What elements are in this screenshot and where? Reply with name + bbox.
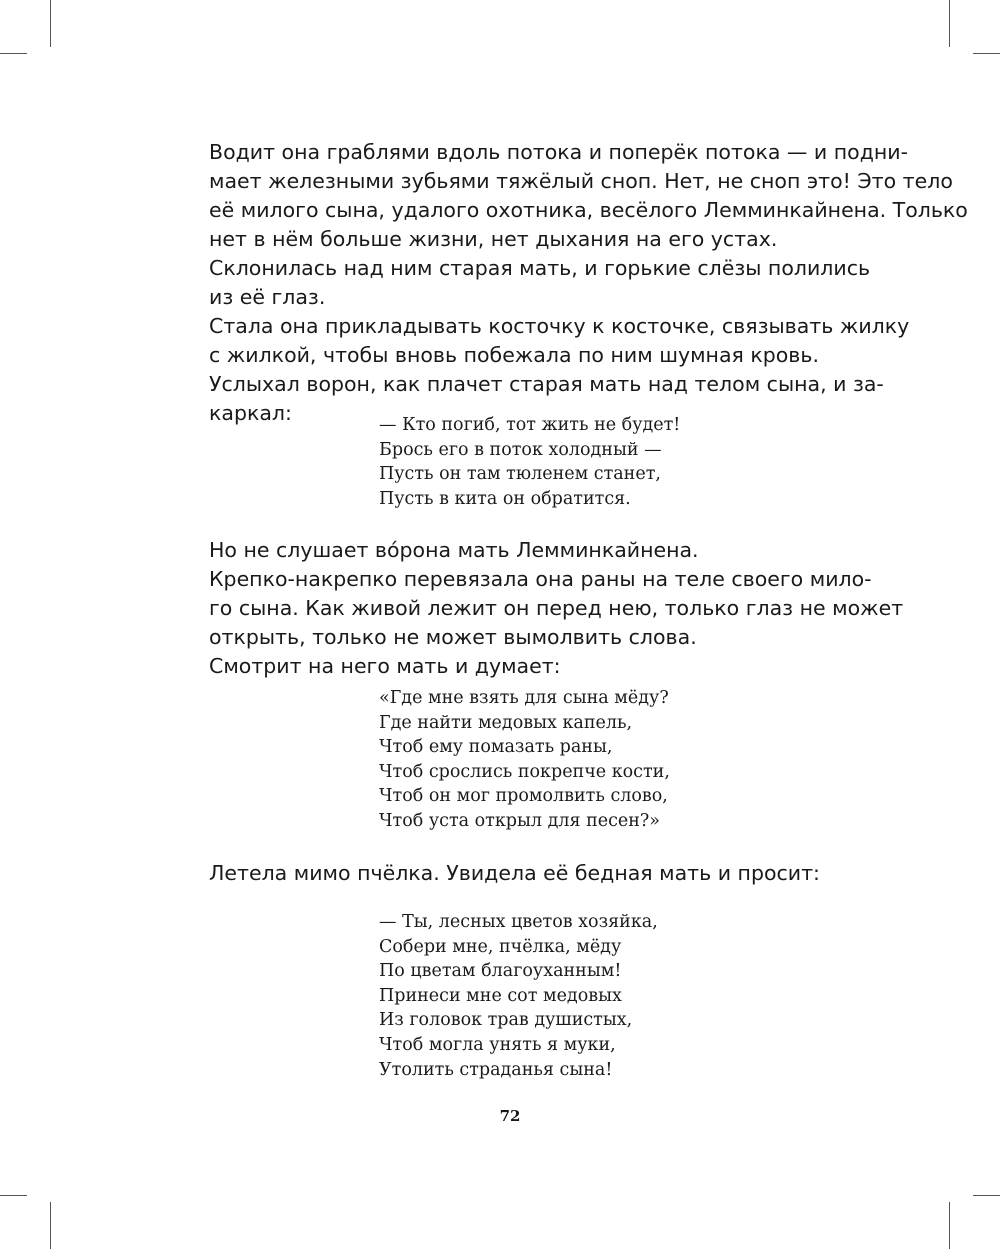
- verse-block-3: [379, 910, 658, 1082]
- text-line: Смотрит на него мать и думает:: [209, 654, 561, 678]
- text-line: Летела мимо пчёлка. Увидела её бедная мать и просит:: [209, 861, 820, 885]
- paragraph: [209, 254, 871, 312]
- text-line: с жилкой, чтобы вновь побежала по ним шумная кровь.: [209, 343, 819, 367]
- paragraph: [209, 565, 904, 652]
- text-line: Склонилась над ним старая мать, и горькие слёзы полились: [209, 256, 871, 280]
- verse-line: Чтоб уста открыл для песен?»: [379, 810, 661, 831]
- verse-block-2: [379, 686, 670, 834]
- text-line: каркал:: [209, 401, 292, 425]
- verse-line: Чтоб он мог промолвить слово,: [379, 786, 668, 807]
- verse-line: — Кто погиб, тот жить не будет!: [379, 415, 681, 435]
- text-line: Но не слушает во́рона мать Лемминкайнена.: [209, 538, 699, 562]
- verse-line: Пусть он там тюленем станет,: [379, 464, 661, 485]
- text-line: Крепко-накрепко перевязала она раны на теле своего мило-: [209, 567, 872, 591]
- paragraph: [209, 859, 845, 888]
- paragraph: [209, 138, 968, 254]
- text-line: мает железными зубьями тяжёлый сноп. Нет, не сноп это! Это тело: [209, 169, 953, 193]
- verse-line: Собери мне, пчёлка, мёду: [379, 936, 622, 957]
- verse-line: Где найти медовых капель,: [379, 712, 633, 733]
- verse-line: Пусть в кита он обратится.: [379, 488, 631, 509]
- text-line: Водит она граблями вдоль потока и поперёк потока — и подни-: [209, 140, 909, 164]
- verse-line: Чтоб срослись покрепче кости,: [379, 761, 670, 782]
- crop-mark-bottom-right: [949, 1202, 950, 1249]
- paragraph: [209, 536, 845, 565]
- crop-mark-top-right-h: [973, 53, 1000, 54]
- crop-mark-bottom-right-h: [973, 1195, 1000, 1196]
- verse-block-1: [379, 413, 680, 511]
- text-line: её милого сына, удалого охотника, весёлого Лемминкайнена. Только: [209, 198, 968, 222]
- text-line: Услыхал ворон, как плачет старая мать над телом сына, и за-: [209, 372, 884, 396]
- text-line: го сына. Как живой лежит он перед нею, только глаз не может: [209, 596, 904, 620]
- crop-mark-top-left-h: [0, 53, 27, 54]
- verse-line: Чтоб ему помазать раны,: [379, 737, 613, 758]
- verse-line: «Где мне взять для сына мёду?: [379, 688, 669, 708]
- prose-block-3: [209, 859, 845, 888]
- verse-line: Брось его в поток холодный —: [379, 439, 662, 460]
- paragraph: [209, 312, 910, 370]
- page-number: 72: [499, 1107, 521, 1125]
- text-line: из её глаз.: [209, 285, 326, 309]
- verse-line: По цветам благоуханным!: [379, 961, 622, 982]
- verse-line: Чтоб могла унять я муки,: [379, 1034, 616, 1055]
- verse-line: — Ты, лесных цветов хозяйка,: [379, 912, 658, 932]
- verse-line: Утолить страданья сына!: [379, 1059, 613, 1080]
- text-line: открыть, только не может вымолвить слова.: [209, 625, 697, 649]
- text-line: нет в нём больше жизни, нет дыхания на его устах.: [209, 227, 778, 251]
- crop-mark-bottom-left-h: [0, 1195, 27, 1196]
- crop-mark-bottom-left: [50, 1202, 51, 1249]
- crop-mark-top-left: [50, 0, 51, 47]
- paragraph: [209, 652, 845, 681]
- verse-line: Из головок трав душистых,: [379, 1010, 633, 1031]
- crop-mark-top-right: [949, 0, 950, 47]
- prose-block-2: [209, 536, 904, 681]
- verse-line: Принеси мне сот медовых: [379, 985, 622, 1006]
- prose-block-1: [209, 138, 968, 428]
- text-line: Стала она прикладывать косточку к косточке, связывать жилку: [209, 314, 910, 338]
